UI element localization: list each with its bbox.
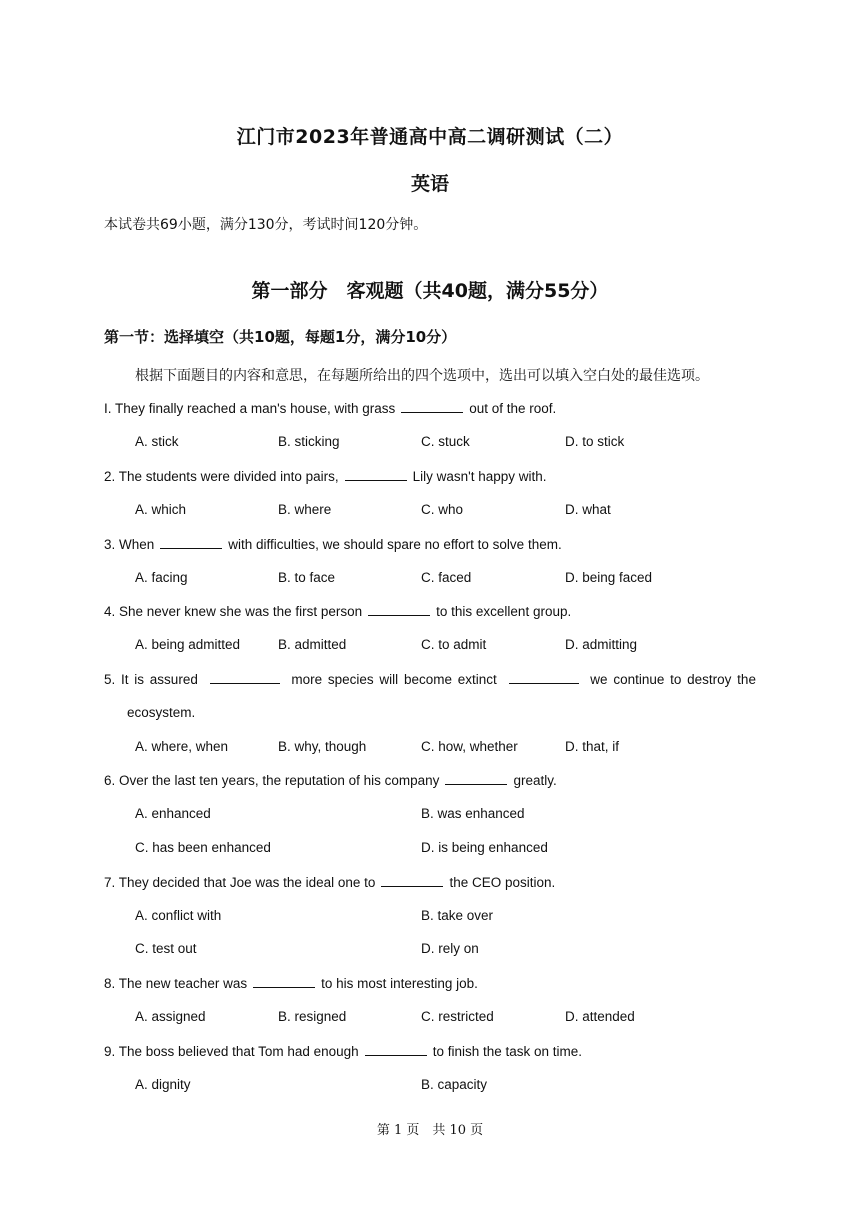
option-d: D. admitting — [565, 637, 638, 652]
option-a: A. assigned — [135, 1009, 206, 1024]
question-1 — [104, 400, 556, 416]
answer-blank — [365, 1043, 427, 1056]
question-text: I. They finally reached a man's house, with grass — [104, 401, 396, 416]
option-b: B. why, though — [278, 739, 367, 754]
option-b: B. take over — [421, 908, 494, 923]
question-text: Lily wasn't happy with. — [412, 469, 547, 484]
question-text: more species will become extinct — [291, 672, 497, 687]
question-text: 3. When — [104, 537, 155, 552]
option-d: D. what — [565, 502, 611, 517]
answer-blank — [253, 975, 315, 988]
option-a: A. stick — [135, 434, 179, 449]
option-d: D. attended — [565, 1009, 635, 1024]
section1-instruction: 根据下面题目的内容和意思，在每题所给出的四个选项中，选出可以填入空白处的最佳选项。 — [135, 368, 709, 384]
option-a: A. where, when — [135, 739, 229, 754]
question-text: 9. The boss believed that Tom had enough — [104, 1044, 359, 1059]
question-text: to his most interesting job. — [321, 976, 478, 991]
question-4 — [104, 603, 571, 619]
question-text: 6. Over the last ten years, the reputation of his company — [104, 773, 440, 788]
answer-blank — [210, 671, 280, 684]
option-b: B. where — [278, 502, 332, 517]
exam-title: 江门市2023年普通高中高二调研测试（二） — [236, 126, 624, 148]
option-b: B. resigned — [278, 1009, 347, 1024]
part1-title: 第一部分 客观题（共40题，满分55分） — [251, 280, 609, 302]
question-7 — [104, 874, 555, 890]
question-5 — [104, 671, 756, 687]
answer-blank — [401, 400, 463, 413]
option-b: B. admitted — [278, 637, 347, 652]
option-a: A. enhanced — [135, 806, 211, 821]
question-8 — [104, 975, 478, 991]
option-a: A. dignity — [135, 1077, 191, 1092]
question-text: to this excellent group. — [436, 604, 572, 619]
option-d: D. that, if — [565, 739, 620, 754]
answer-blank — [445, 772, 507, 785]
question-9 — [104, 1043, 582, 1059]
option-c: C. restricted — [421, 1009, 494, 1024]
question-text: to finish the task on time. — [432, 1044, 583, 1059]
question-2 — [104, 468, 547, 484]
question-text: 4. She never knew she was the first person — [104, 604, 363, 619]
option-c: C. who — [421, 502, 464, 517]
option-a: A. being admitted — [135, 637, 241, 652]
option-b: B. to face — [278, 570, 336, 585]
answer-blank — [345, 468, 407, 481]
question-text: 5. It is assured — [104, 672, 198, 687]
question-text: 2. The students were divided into pairs, — [104, 469, 339, 484]
option-d: D. is being enhanced — [421, 840, 548, 855]
option-c: C. to admit — [421, 637, 487, 652]
question-text: the CEO position. — [449, 875, 556, 890]
question-text: out of the roof. — [469, 401, 557, 416]
question-text: 7. They decided that Joe was the ideal one to — [104, 875, 376, 890]
question-3 — [104, 536, 562, 552]
option-c: C. faced — [421, 570, 472, 585]
question-6 — [104, 772, 557, 788]
option-b: B. capacity — [421, 1077, 488, 1092]
subject-title: 英语 — [410, 173, 449, 195]
option-c: C. has been enhanced — [135, 840, 271, 855]
answer-blank — [368, 603, 430, 616]
option-a: A. which — [135, 502, 187, 517]
option-d: D. to stick — [565, 434, 625, 449]
option-c: C. test out — [135, 941, 197, 956]
option-d: D. being faced — [565, 570, 653, 585]
option-b: B. was enhanced — [421, 806, 525, 821]
option-c: C. stuck — [421, 434, 470, 449]
section1-title: 第一节：选择填空（共10题，每题1分，满分10分） — [104, 328, 457, 346]
option-a: A. facing — [135, 570, 188, 585]
option-a: A. conflict with — [135, 908, 222, 923]
page-number: 第 1 页 共 10 页 — [376, 1123, 484, 1138]
question-5-continuation: ecosystem. — [127, 705, 196, 720]
option-c: C. how, whether — [421, 739, 518, 754]
exam-intro: 本试卷共69小题，满分130分，考试时间120分钟。 — [104, 217, 428, 233]
question-text: greatly. — [513, 773, 557, 788]
question-text: with difficulties, we should spare no effort to solve them. — [228, 537, 562, 552]
answer-blank — [381, 874, 443, 887]
answer-blank — [160, 536, 222, 549]
question-text: we continue to destroy the — [590, 672, 756, 687]
answer-blank — [509, 671, 579, 684]
option-d: D. rely on — [421, 941, 479, 956]
option-b: B. sticking — [278, 434, 340, 449]
question-text: 8. The new teacher was — [104, 976, 248, 991]
